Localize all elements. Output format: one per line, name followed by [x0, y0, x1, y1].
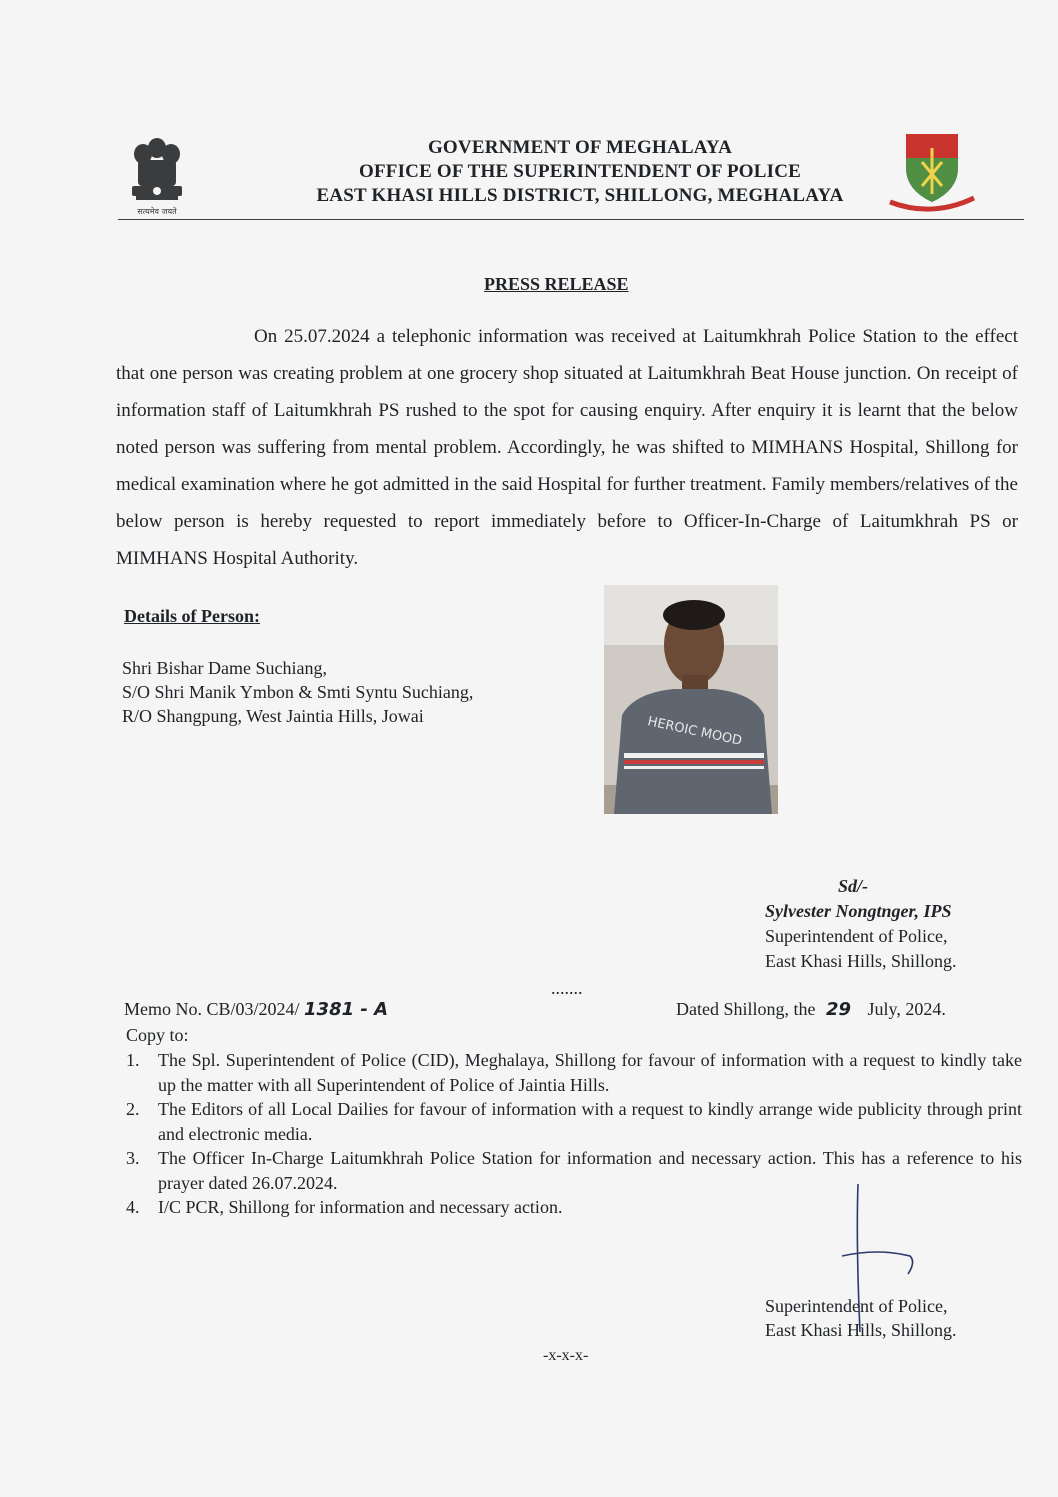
handwritten-signature: [838, 1182, 928, 1342]
person-residence: R/O Shangpung, West Jaintia Hills, Jowai: [122, 706, 424, 726]
list-item: [126, 1048, 1022, 1097]
list-item-number: 3.: [126, 1148, 140, 1168]
copy-to-label: Copy to:: [126, 1025, 189, 1045]
date-suffix: July, 2024.: [867, 999, 946, 1019]
list-item-number: 4.: [126, 1197, 140, 1217]
shirt-print: HEROIC MOOD: [646, 714, 744, 749]
separator-dots: .......: [551, 978, 583, 998]
signature-sd: Sd/-: [838, 876, 869, 896]
emblem-motto: सत्यमेव जयते: [137, 207, 177, 216]
header-divider: [118, 219, 1024, 220]
header-line-2: OFFICE OF THE SUPERINTENDENT OF POLICE: [358, 161, 802, 182]
signature-name: Sylvester Nongtnger, IPS: [765, 901, 952, 921]
memo-number: [124, 999, 388, 1020]
person-name: Shri Bishar Dame Suchiang,: [122, 658, 327, 678]
memo-date: [676, 999, 946, 1020]
memo-prefix: Memo No. CB/03/2024/: [124, 999, 300, 1019]
list-item-number: 1.: [126, 1050, 140, 1070]
list-item-text: The Officer In-Charge Laitumkhrah Police Station for information and necessary action. This has a reference to his prayer dated 26.07.2024.: [158, 1148, 1022, 1193]
list-item-number: 2.: [126, 1099, 140, 1119]
list-item-text: I/C PCR, Shillong for information and necessary action.: [158, 1197, 563, 1217]
signature-designation: Superintendent of Police,: [765, 926, 948, 946]
person-photo: [604, 585, 778, 814]
date-prefix: Dated Shillong, the: [676, 999, 816, 1019]
signature2-place: East Khasi Hills, Shillong.: [765, 1320, 957, 1340]
list-item: [126, 1097, 1022, 1146]
signature-place: East Khasi Hills, Shillong.: [765, 951, 957, 971]
national-emblem-icon: [118, 134, 196, 220]
date-handwritten-day: 29: [825, 999, 852, 1020]
end-mark: -x-x-x-: [543, 1347, 589, 1364]
signature2-designation: Superintendent of Police,: [765, 1296, 948, 1316]
details-heading: Details of Person:: [124, 606, 260, 626]
police-crest-icon: [884, 128, 980, 212]
list-item-text: The Editors of all Local Dailies for favour of information with a request to kindly arrange wide publicity through print and electronic media.: [158, 1099, 1022, 1144]
header-line-3: EAST KHASI HILLS DISTRICT, SHILLONG, MEGHALAYA: [316, 185, 844, 206]
header-line-1: GOVERNMENT OF MEGHALAYA: [427, 137, 733, 158]
person-parents: S/O Shri Manik Ymbon & Smti Syntu Suchiang,: [122, 682, 474, 702]
press-release-body: On 25.07.2024 a telephonic information was received at Laitumkhrah Police Station to the effect that one person was creating problem at one grocery shop situated at Laitumkhrah Beat House junction. On receipt of information staff of Laitumkhrah PS rushed to the spot for causing enquiry. After enquiry it is learnt that the below noted person was suffering from mental problem. Accordingly, he was shifted to MIMHANS Hospital, Shillong for medical examination where he got admitted in the said Hospital for further treatment. Family members/relatives of the below person is hereby requested to report immediately before to Officer-In-Charge of Laitumkhrah PS or MIMHANS Hospital Authority.: [116, 326, 1018, 569]
list-item-text: The Spl. Superintendent of Police (CID), Meghalaya, Shillong for favour of information with a request to kindly take up the matter with all Superintendent of Police of Jaintia Hills.: [158, 1050, 1022, 1095]
memo-handwritten-number: 1381 - A: [304, 999, 389, 1020]
document-title: PRESS RELEASE: [484, 274, 629, 294]
